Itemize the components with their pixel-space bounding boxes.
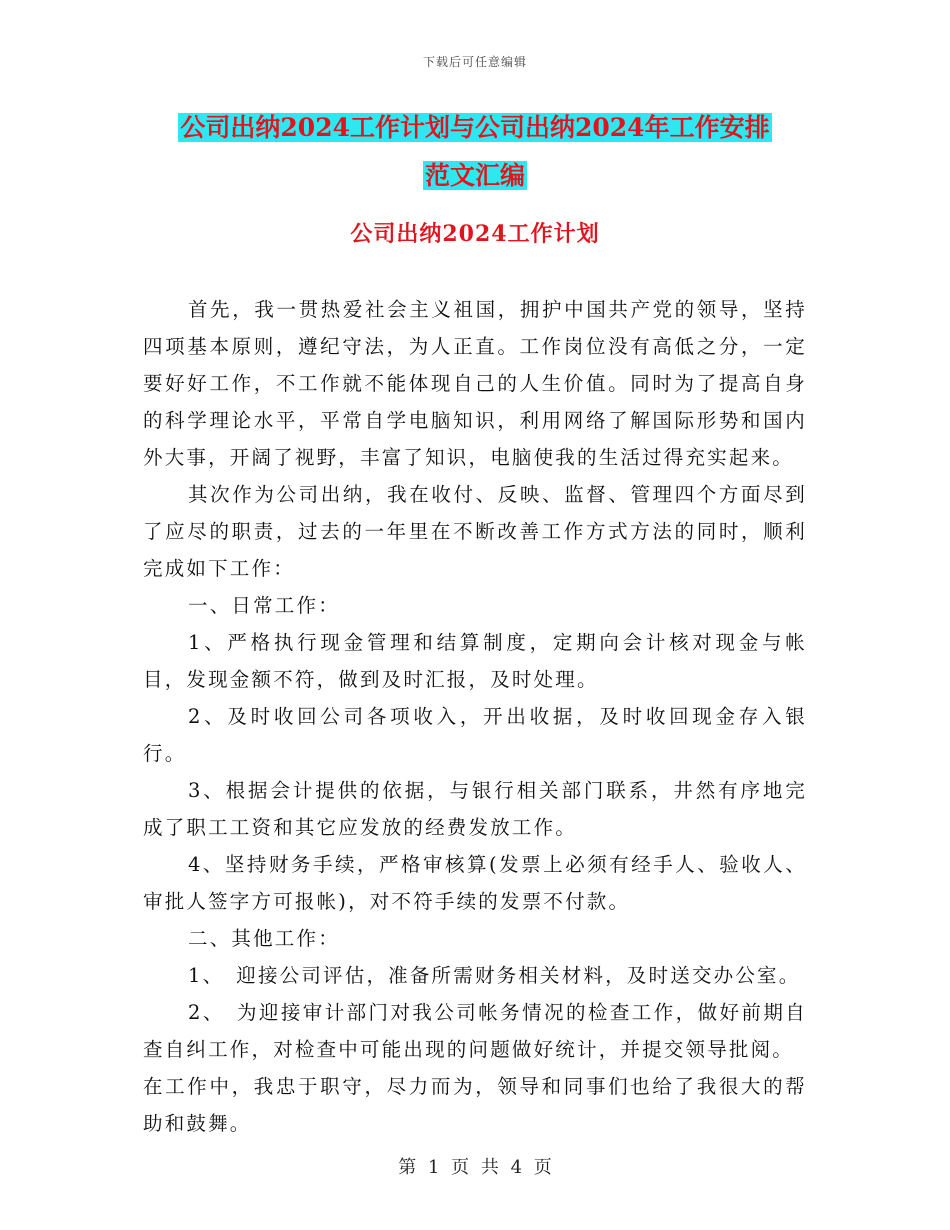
heading-daily-work: 一、日常工作： <box>188 594 340 617</box>
paragraph-duties: 其次作为公司出纳，我在收付、反映、监督、管理四个方面尽到了应尽的职责，过去的一年里在不断改善工作方式方法的同时，顺利完成如下工作： <box>143 483 807 580</box>
list-item-daily-1: 1、严格执行现金管理和结算制度，定期向会计核对现金与帐目，发现金额不符，做到及时汇报，及时处理。 <box>143 631 807 691</box>
document-title-line-1 <box>0 104 950 152</box>
section-title: 公司出纳2024工作计划 <box>350 221 600 247</box>
paragraph-closing: 在工作中，我忠于职守，尽力而为，领导和同事们也给了我很大的帮助和鼓舞。 <box>143 1075 807 1135</box>
page-header: 下载后可任意编辑 <box>422 55 527 69</box>
document-body <box>143 291 807 1142</box>
list-item-daily-4: 4、坚持财务手续，严格审核算(发票上必须有经手人、验收人、审批人签字方可报帐)，对不符手续的发票不付款。 <box>143 853 807 913</box>
document-title <box>0 104 950 200</box>
paragraph-intro: 首先，我一贯热爱社会主义祖国，拥护中国共产党的领导，坚持四项基本原则，遵纪守法，为人正直。工作岗位没有高低之分，一定要好好工作，不工作就不能体现自己的人生价值。同时为了提高自身的科学理论水平，平常自学电脑知识，利用网络了解国际形势和国内外大事，开阔了视野，丰富了知识，电脑使我的生活过得充实起来。 <box>143 298 807 469</box>
document-title-line-2 <box>0 152 950 200</box>
document-title-line-2-text: 范文汇编 <box>424 161 525 190</box>
heading-other-work: 二、其他工作： <box>188 927 340 950</box>
list-item-daily-3: 3、根据会计提供的依据，与银行相关部门联系，井然有序地完成了职工工资和其它应发放的经费发放工作。 <box>143 779 807 839</box>
list-item-daily-2: 2、及时收回公司各项收入，开出收据，及时收回现金存入银行。 <box>143 705 807 765</box>
page-footer: 第 1 页 共 4 页 <box>398 1157 552 1178</box>
list-item-other-1: 1、 迎接公司评估，准备所需财务相关材料，及时送交办公室。 <box>188 964 801 987</box>
list-item-other-2: 2、 为迎接审计部门对我公司帐务情况的检查工作，做好前期自查自纠工作，对检查中可能出现的问题做好统计，并提交领导批阅。 <box>143 1001 807 1061</box>
document-title-line-1-text: 公司出纳2024工作计划与公司出纳2024年工作安排 <box>180 113 770 142</box>
